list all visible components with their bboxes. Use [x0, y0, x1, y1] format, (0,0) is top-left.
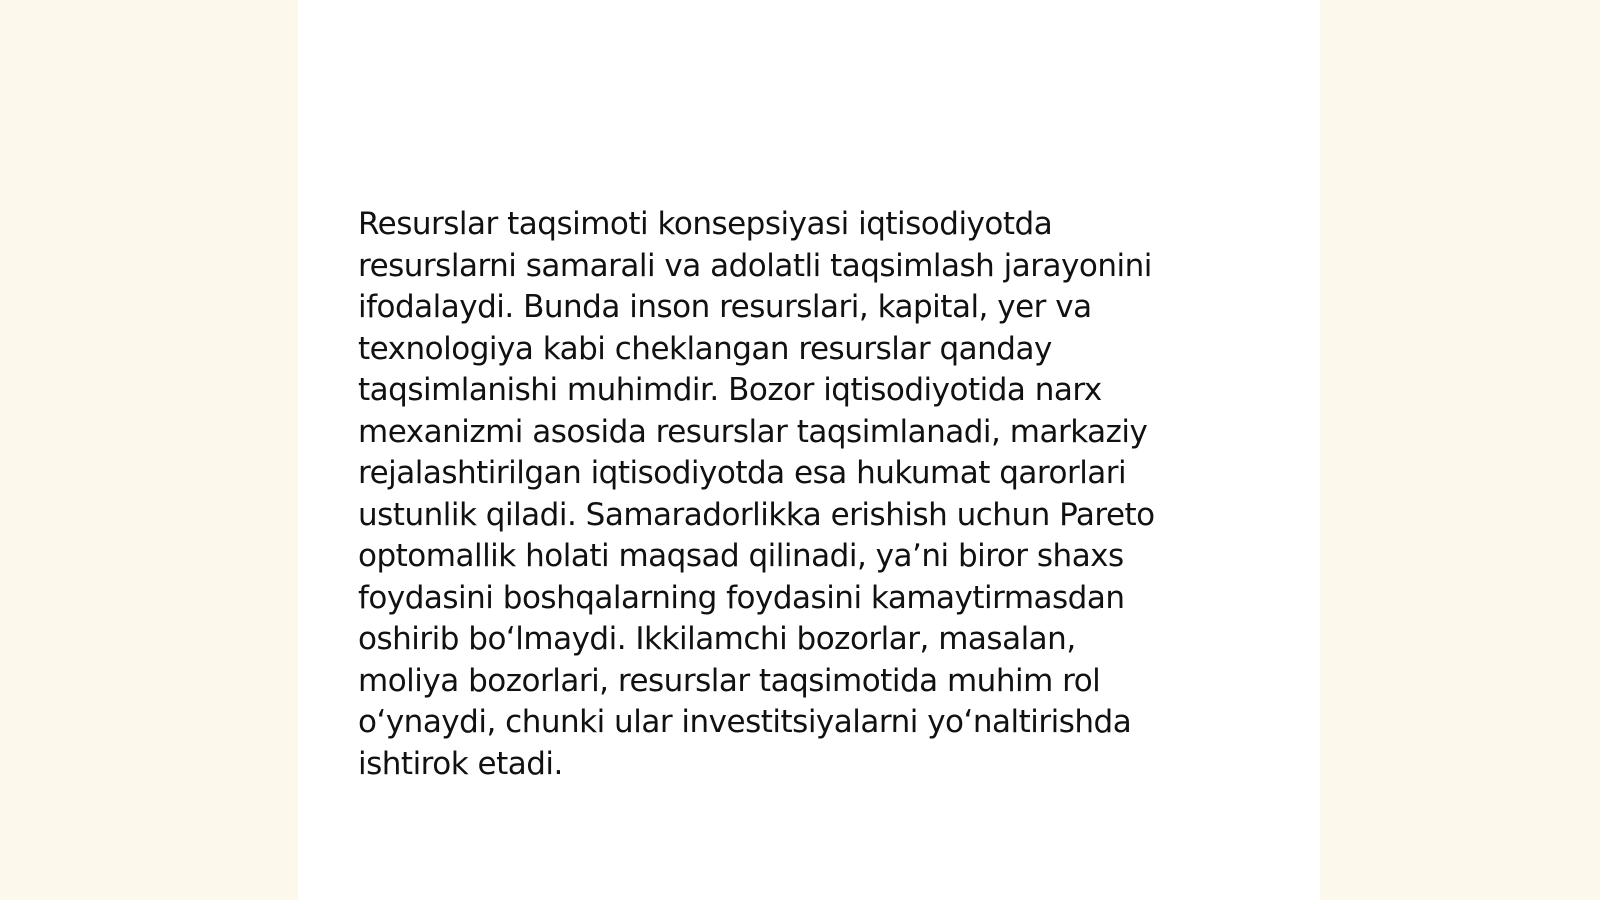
slide-body-text: Resurslar taqsimoti konsepsiyasi iqtisodiyotda resurslarni samarali va adolatli taqsimlash jarayonini ifodalaydi. Bunda inson resurslari, kapital, yer va texnologiya kabi cheklangan resurslar qanday taqsimlanishi muhimdir. Bozor iqtisodiyotida narx mexanizmi asosida resurslar taqsimlanadi, markaziy rejalashtirilgan iqtisodiyotda esa hukumat qarorlari ustunlik qiladi. Samaradorlikka erishish uchun Pareto optomallik holati maqsad qilinadi, ya’ni biror shaxs foydasini boshqalarning foydasini kamaytirmasdan oshirib bo‘lmaydi. Ikkilamchi bozorlar, masalan, moliya bozorlari, resurslar taqsimotida muhim rol o‘ynaydi, chunki ular investitsiyalarni yo‘naltirishda ishtirok etadi.	[358, 206, 1155, 782]
slide-canvas	[298, 0, 1320, 900]
